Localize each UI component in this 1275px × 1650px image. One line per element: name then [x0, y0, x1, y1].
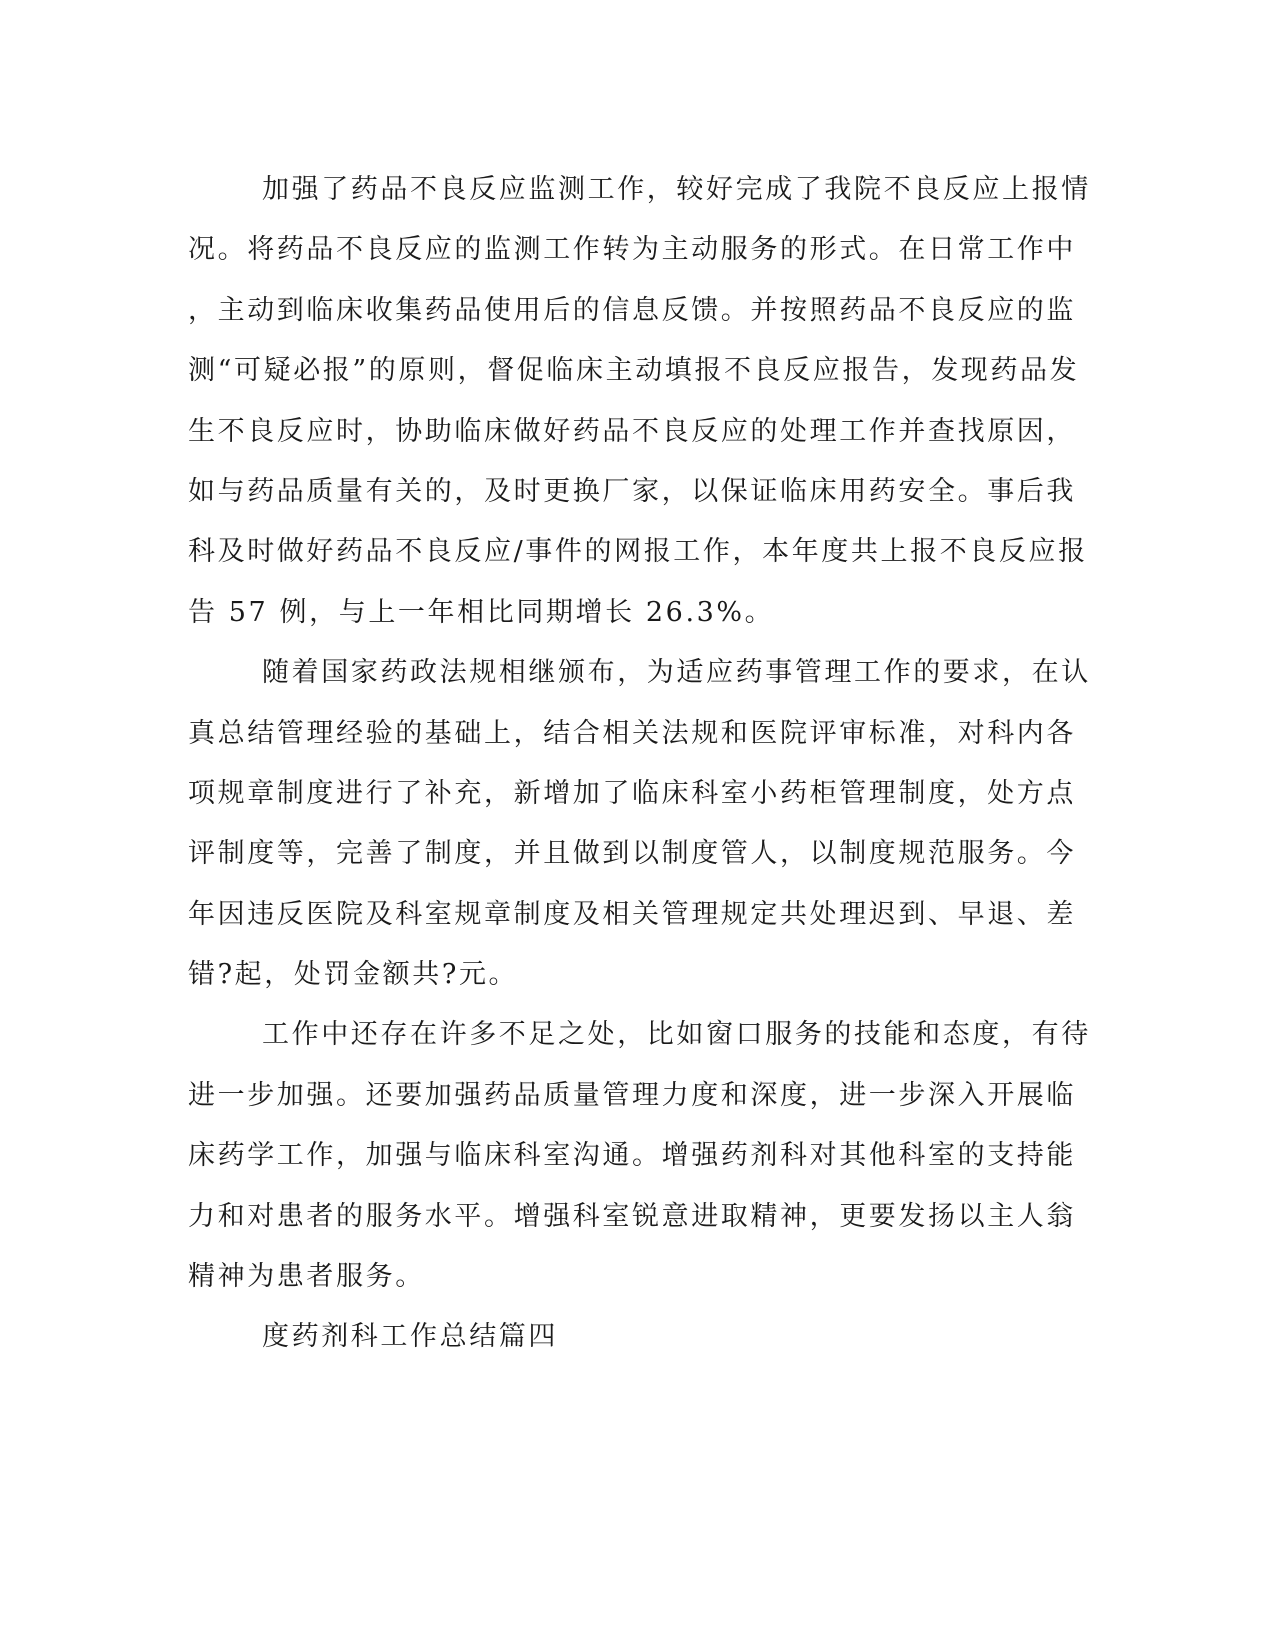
paragraph-shortcomings [188, 1005, 1091, 1307]
paragraph-line: 项规章制度进行了补充，新增加了临床科室小药柜管理制度，处方点 [188, 777, 1076, 809]
paragraph-line: 真总结管理经验的基础上，结合相关法规和医院评审标准，对科内各 [188, 717, 1076, 749]
paragraph-line: 年因违反医院及科室规章制度及相关管理规定共处理迟到、早退、差 [188, 898, 1076, 930]
document-body [188, 160, 1091, 1368]
paragraph-line: 科及时做好药品不良反应/事件的网报工作，本年度共上报不良反应报 [188, 536, 1088, 568]
paragraph-line: 加强了药品不良反应监测工作，较好完成了我院不良反应上报情 [262, 174, 1091, 205]
paragraph-line: 评制度等，完善了制度，并且做到以制度管人，以制度规范服务。今 [188, 838, 1076, 870]
paragraph-line: 生不良反应时，协助临床做好药品不良反应的处理工作并查找原因， [188, 415, 1076, 447]
paragraph-line: ，主动到临床收集药品使用后的信息反馈。并按照药品不良反应的监 [188, 294, 1076, 326]
paragraph-line: 况。将药品不良反应的监测工作转为主动服务的形式。在日常工作中 [188, 234, 1076, 266]
paragraph-line: 错?起，处罚金额共?元。 [188, 959, 519, 991]
paragraph-line: 进一步加强。还要加强药品质量管理力度和深度，进一步深入开展临 [188, 1079, 1076, 1111]
paragraph-line: 床药学工作，加强与临床科室沟通。增强药剂科对其他科室的支持能 [188, 1140, 1076, 1172]
paragraph-line: 工作中还存在许多不足之处，比如窗口服务的技能和态度，有待 [262, 1019, 1091, 1051]
paragraph-adr-monitoring [188, 160, 1091, 643]
paragraph-line: 力和对患者的服务水平。增强科室锐意进取精神，更要发扬以主人翁 [188, 1200, 1076, 1232]
paragraph-line: 精神为患者服务。 [188, 1261, 425, 1293]
paragraph-line: 告 57 例，与上一年相比同期增长 26.3%。 [188, 596, 775, 628]
paragraph-line: 测“可疑必报”的原则，督促临床主动填报不良反应报告，发现药品发 [188, 355, 1080, 387]
paragraph-regulations [188, 643, 1091, 1005]
paragraph-line: 随着国家药政法规相继颁布，为适应药事管理工作的要求，在认 [262, 657, 1091, 689]
section-heading: 度药剂科工作总结篇四 [262, 1321, 558, 1353]
paragraph-line: 如与药品质量有关的，及时更换厂家，以保证临床用药安全。事后我 [188, 475, 1076, 507]
